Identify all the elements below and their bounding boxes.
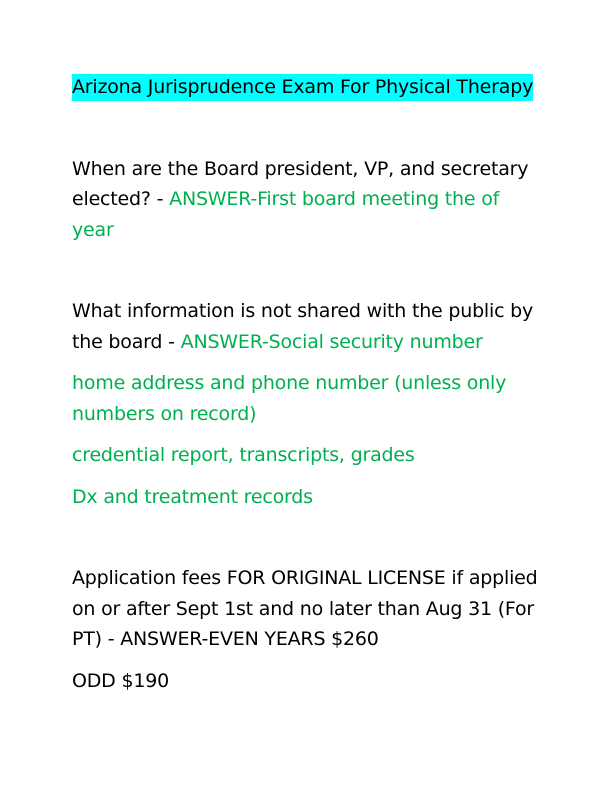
document-page xyxy=(72,72,542,696)
qa-item-1 xyxy=(72,154,542,246)
answer-line: credential report, transcripts, grades xyxy=(72,444,415,466)
answer-text: ANSWER-EVEN YEARS $260 xyxy=(120,628,379,650)
answer-text: ANSWER-First board meeting the of year xyxy=(72,188,500,241)
document-title: Arizona Jurisprudence Exam For Physical Therapy xyxy=(72,74,533,101)
question-text: When are the Board president, VP, and secretary elected? - xyxy=(72,157,529,210)
qa-item-3 xyxy=(72,563,542,655)
question-text: Application fees FOR ORIGINAL LICENSE if applied on or after Sept 1st and no later than Aug 31 (For PT) - xyxy=(72,567,538,650)
question-text: What information is not shared with the public by the board - xyxy=(72,300,534,353)
qa-item-2 xyxy=(72,296,542,357)
title-block xyxy=(72,72,542,103)
answer-line: Dx and treatment records xyxy=(72,485,313,508)
answer-line: home address and phone number (unless only numbers on record) xyxy=(72,372,507,425)
answer-line: ODD $190 xyxy=(72,669,170,692)
answer-text: ANSWER-Social security number xyxy=(180,330,483,353)
